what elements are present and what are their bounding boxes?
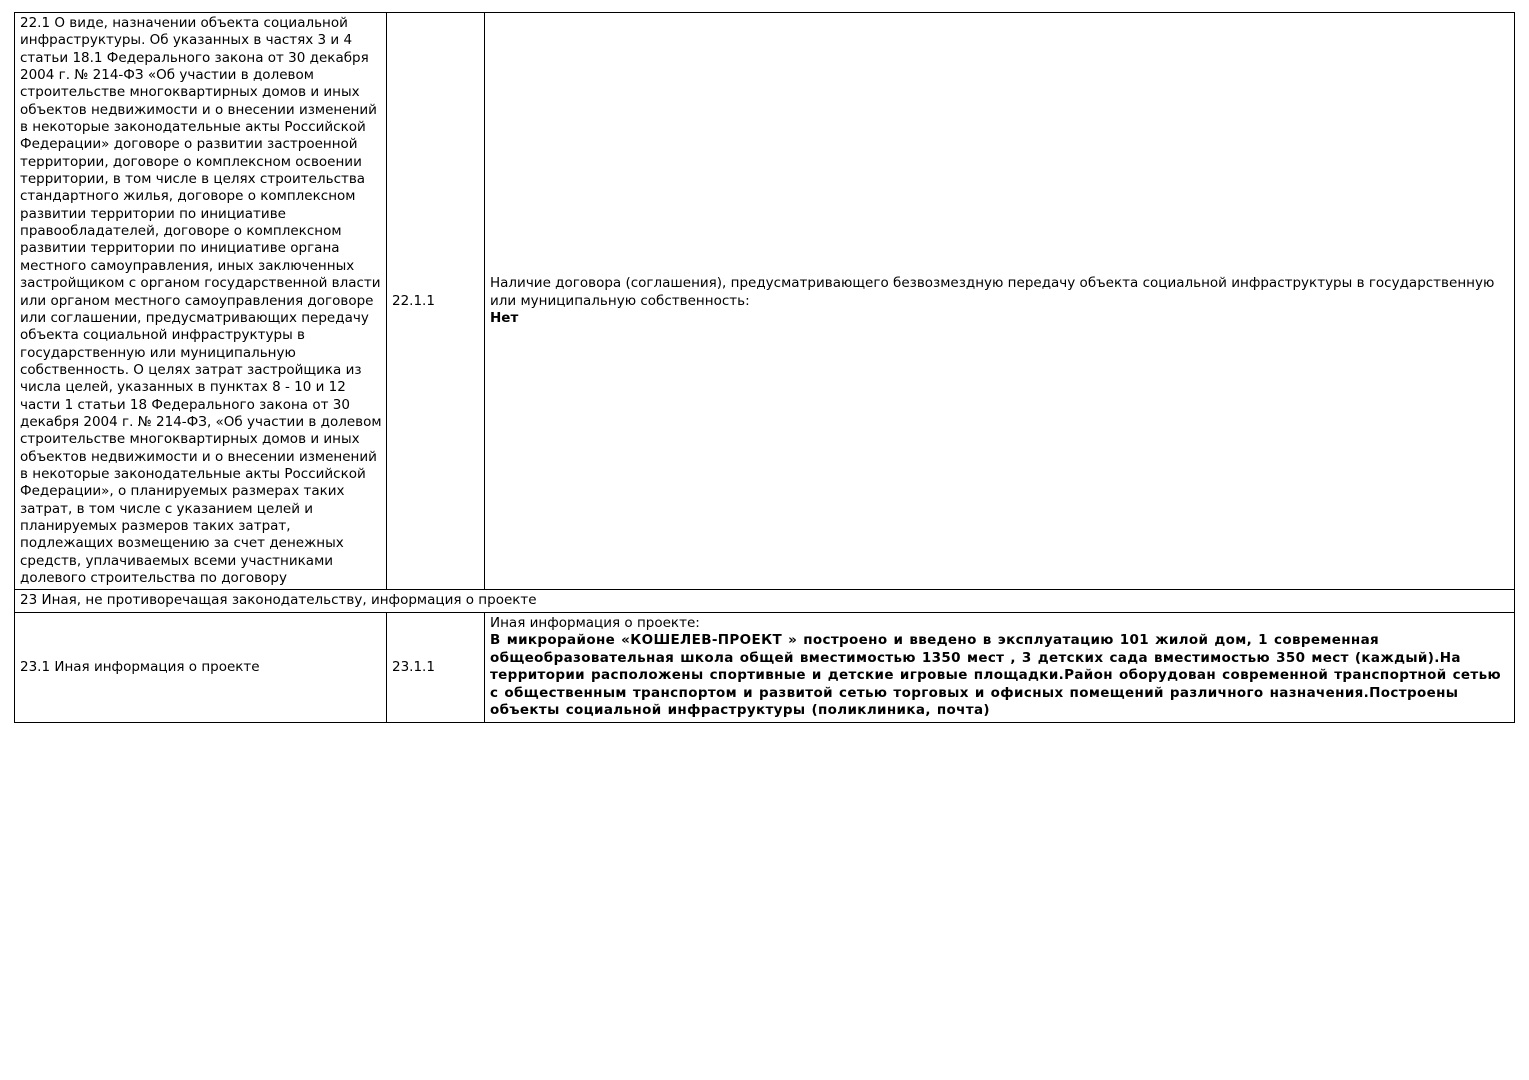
- row-value-22-1-1: [485, 13, 1515, 590]
- row-code-23-1-1: 23.1.1: [387, 612, 485, 722]
- value-body: В микрорайоне «КОШЕЛЕВ-ПРОЕКТ » построено и введено в эксплуатацию 101 жилой дом, 1 современная общеобразовательная школа общей вместимостью 1350 мест , 3 детских сада вместимостью 350 мест (каждый).На территории расположены спортивные и детские игровые площадки.Район оборудован современной транспортной сетью с общественным транспортом и развитой сетью торговых и офисных помещений различного назначения.Построены объекты социальной инфраструктуры (поликлиника, почта): [490, 632, 1501, 719]
- row-code-22-1-1: 22.1.1: [387, 13, 485, 590]
- table-row-section: [15, 590, 1515, 612]
- value-line-answer: Нет: [490, 309, 519, 326]
- table-row: [15, 612, 1515, 722]
- row-label-22-1: 22.1 О виде, назначении объекта социальной инфраструктуры. Об указанных в частях 3 и 4 статьи 18.1 Федерального закона от 30 декабря 2004 г. № 214-ФЗ «Об участии в долевом строительстве многоквартирных домов и иных объектов недвижимости и о внесении изменений в некоторые законодательные акты Российской Федерации» договоре о развитии застроенной территории, договоре о комплексном освоении территории, в том числе в целях строительства стандартного жилья, договоре о комплексном развитии территории по инициативе правообладателей, договоре о комплексном развитии территории по инициативе органа местного самоуправления, иных заключенных застройщиком с органом государственной власти или органом местного самоуправления договоре или соглашении, предусматривающих передачу объекта социальной инфраструктуры в государственную или муниципальную собственность. О целях затрат застройщика из числа целей, указанных в пунктах 8 - 10 и 12 части 1 статьи 18 Федерального закона от 30 декабря 2004 г. № 214-ФЗ, «Об участии в долевом строительстве многоквартирных домов и иных объектов недвижимости и о внесении изменений в некоторые законодательные акты Российской Федерации», о планируемых размерах таких затрат, в том числе с указанием целей и планируемых размеров таких затрат, подлежащих возмещению за счет денежных средств, уплачиваемых всеми участниками долевого строительства по договору: [15, 13, 387, 590]
- row-value-23-1-1: [485, 612, 1515, 722]
- row-label-23-1: 23.1 Иная информация о проекте: [15, 612, 387, 722]
- section-title-23: 23 Иная, не противоречащая законодательству, информация о проекте: [15, 590, 1515, 612]
- value-intro: Иная информация о проекте:: [490, 614, 700, 631]
- table-row: [15, 13, 1515, 590]
- project-declaration-table: [14, 12, 1515, 723]
- value-line-primary: Наличие договора (соглашения), предусматривающего безвозмездную передачу объекта социальной инфраструктуры в государственную или муниципальную собственность:: [490, 275, 1495, 309]
